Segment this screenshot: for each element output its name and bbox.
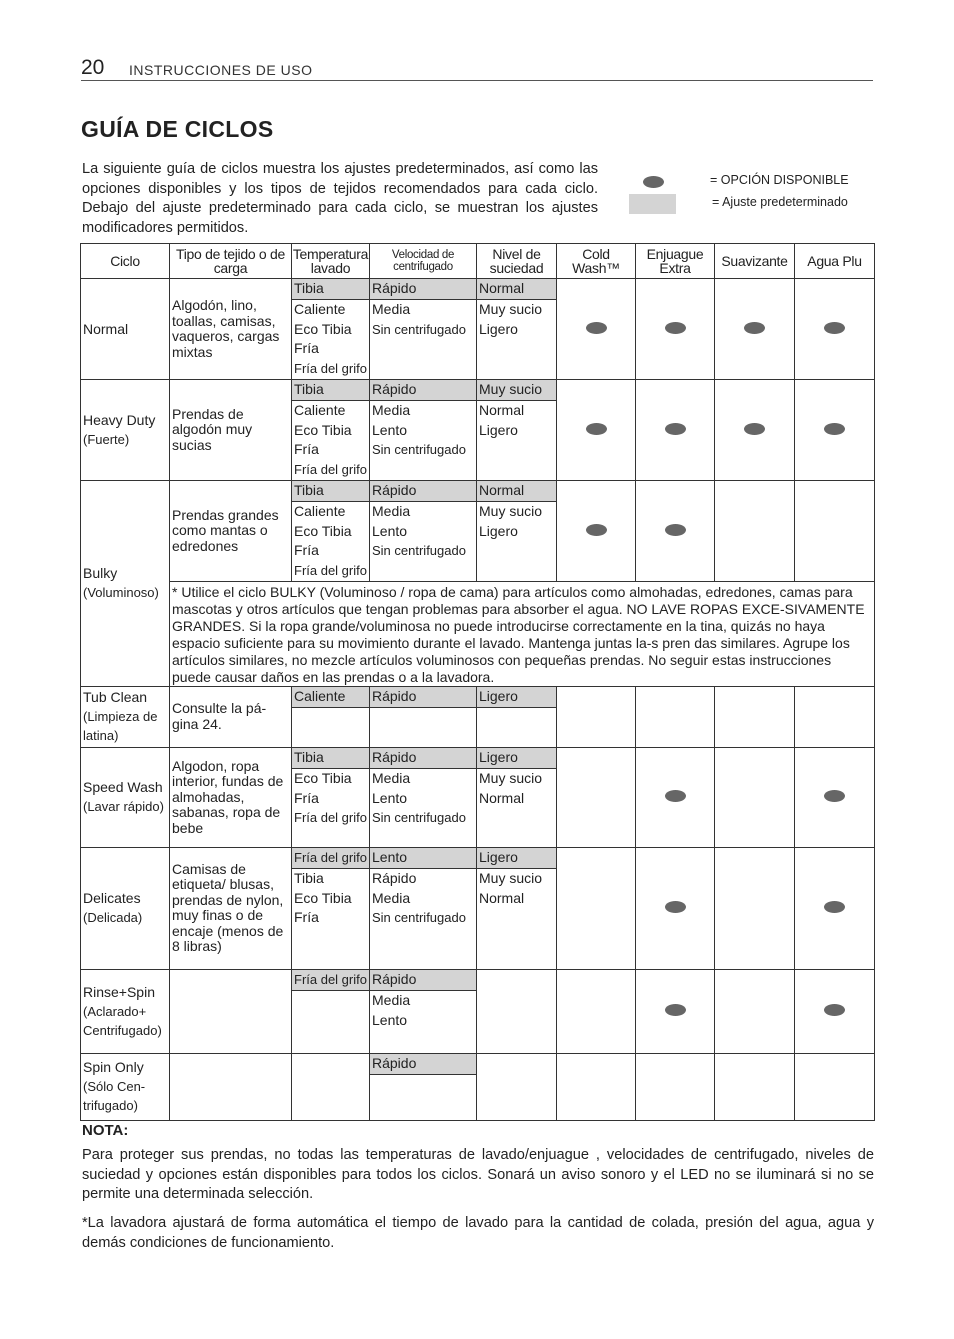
table-body <box>81 279 875 1121</box>
cycle-subtitle: (Delicada) <box>83 910 143 926</box>
soil-option: Normal <box>479 889 525 906</box>
table-row <box>81 847 875 969</box>
cycle-subtitle: (Lavar rápido) <box>83 799 164 815</box>
table-row <box>81 480 875 581</box>
cycle-name-cell <box>81 969 170 1053</box>
soil-option: Ligero <box>479 320 518 337</box>
spin-cell <box>370 279 477 380</box>
temp-default: Fría del grifo <box>292 970 369 991</box>
oval-dot-icon <box>665 901 686 913</box>
soil-cell <box>477 380 557 481</box>
option-cell <box>715 480 795 581</box>
spin-option: Rápido <box>372 869 417 886</box>
temp-option: Fría del grifo <box>294 810 367 826</box>
cycle-name-cell <box>81 686 170 747</box>
option-cell <box>636 480 715 581</box>
temp-option: Fría del grifo <box>294 563 367 579</box>
cycle-name: Heavy Duty <box>83 411 156 428</box>
table-row <box>81 1053 875 1120</box>
header-temperature: Temperatura lavado <box>292 244 370 279</box>
soil-default: Ligero <box>477 748 556 769</box>
option-cell <box>636 686 715 747</box>
spin-option: Sin centrifugado <box>372 321 466 337</box>
cycle-name: Tub Clean <box>83 689 148 706</box>
option-cell <box>636 747 715 847</box>
temp-default: Tibia <box>292 279 369 300</box>
oval-dot-icon <box>665 790 686 802</box>
cycle-guide-table <box>80 243 875 1121</box>
option-cell <box>795 1053 875 1120</box>
spin-cell <box>370 380 477 481</box>
soil-default: Ligero <box>477 687 556 708</box>
cycle-subtitle: (Voluminoso) <box>83 585 159 601</box>
option-cell <box>715 686 795 747</box>
spin-default: Rápido <box>370 687 476 708</box>
soil-option: Muy sucio <box>479 502 543 519</box>
oval-dot-icon <box>824 901 845 913</box>
spin-option: Lento <box>372 421 408 438</box>
spin-option: Lento <box>372 789 408 806</box>
option-cell <box>795 279 875 380</box>
cycle-name-cell <box>81 1053 170 1120</box>
temp-default: Tibia <box>292 748 369 769</box>
spin-option: Media <box>372 889 411 906</box>
soil-option: Muy sucio <box>479 769 543 786</box>
spin-cell <box>370 1053 477 1120</box>
table-row <box>81 969 875 1053</box>
cycle-name: Normal <box>83 320 129 337</box>
option-cell <box>795 480 875 581</box>
temp-cell <box>292 686 370 747</box>
oval-dot-icon <box>824 1004 845 1016</box>
cycle-subtitle: (Aclarado+ Centrifugado) <box>83 1003 162 1038</box>
soil-cell <box>477 480 557 581</box>
option-cell <box>557 847 636 969</box>
spin-option: Lento <box>372 522 408 539</box>
fabric-cell: Camisas de etiqueta/ blusas, prendas de nylon, muy finas o de encaje (menos de 8 libras) <box>170 847 292 969</box>
spin-option: Media <box>372 991 411 1008</box>
spin-default: Lento <box>370 848 476 869</box>
temp-cell <box>292 279 370 380</box>
cycle-subtitle: (Sólo Cen-trifugado) <box>83 1079 146 1114</box>
nota-paragraph-2: *La lavadora ajustará de forma automática el tiempo de lavado para la cantidad de colada, presión del agua, agua y demás condiciones de funcionamiento. <box>82 1215 874 1251</box>
fabric-cell <box>170 1053 292 1120</box>
soil-default: Muy sucio <box>477 380 556 401</box>
oval-dot-icon <box>665 322 686 334</box>
oval-dot-icon <box>643 176 664 188</box>
soil-cell <box>477 969 557 1053</box>
spin-cell <box>370 847 477 969</box>
option-cell <box>557 747 636 847</box>
soil-option: Muy sucio <box>479 300 543 317</box>
oval-dot-icon <box>665 1004 686 1016</box>
cycle-subtitle: (Fuerte) <box>83 431 130 447</box>
oval-dot-icon <box>665 524 686 536</box>
option-cell <box>636 380 715 481</box>
temp-cell <box>292 847 370 969</box>
option-cell <box>636 847 715 969</box>
legend-default-label: = Ajuste predeterminado <box>712 195 848 209</box>
spin-default: Rápido <box>370 380 476 401</box>
fabric-cell: Prendas grandes como mantas o edredones <box>170 480 292 581</box>
fabric-cell: Algodón, lino, toallas, camisas, vaqueros, cargas mixtas <box>170 279 292 380</box>
oval-dot-icon <box>665 423 686 435</box>
soil-option: Normal <box>479 789 525 806</box>
cycle-name-cell <box>81 380 170 481</box>
option-cell <box>636 969 715 1053</box>
option-cell <box>715 279 795 380</box>
soil-cell <box>477 279 557 380</box>
fabric-cell: Prendas de algodón muy sucias <box>170 380 292 481</box>
oval-dot-icon <box>824 322 845 334</box>
table-row <box>81 686 875 747</box>
temp-option: Caliente <box>294 300 346 317</box>
page-title: GUÍA DE CICLOS <box>81 116 274 142</box>
spin-cell <box>370 686 477 747</box>
soil-default: Ligero <box>477 848 556 869</box>
temp-option: Caliente <box>294 401 346 418</box>
soil-option: Normal <box>479 401 525 418</box>
cycle-name: Speed Wash <box>83 779 163 796</box>
soil-cell <box>477 1053 557 1120</box>
header-water-plus: Agua Plu <box>795 244 875 279</box>
option-cell <box>795 847 875 969</box>
temp-cell <box>292 747 370 847</box>
cycle-name: Bulky <box>83 565 118 582</box>
spin-cell <box>370 480 477 581</box>
option-cell <box>795 747 875 847</box>
legend-available-label: = OPCIÓN DISPONIBLE <box>710 173 849 187</box>
option-cell <box>715 847 795 969</box>
temp-option: Eco Tibia <box>294 522 352 539</box>
temp-option: Eco Tibia <box>294 320 352 337</box>
spin-default: Rápido <box>370 481 476 502</box>
spin-default: Rápido <box>370 970 476 991</box>
option-cell <box>557 969 636 1053</box>
spin-option: Sin centrifugado <box>372 910 466 926</box>
oval-dot-icon <box>586 423 607 435</box>
option-cell <box>557 1053 636 1120</box>
temp-default: Caliente <box>292 687 369 708</box>
option-cell <box>557 686 636 747</box>
oval-dot-icon <box>744 423 765 435</box>
page-header <box>81 56 873 81</box>
spin-default: Rápido <box>370 1054 476 1075</box>
option-cell <box>795 969 875 1053</box>
spin-default: Rápido <box>370 748 476 769</box>
header-extra-rinse: Enjuague Extra <box>636 244 715 279</box>
oval-dot-icon <box>586 322 607 334</box>
option-cell <box>557 480 636 581</box>
cycle-name: Spin Only <box>83 1059 144 1076</box>
page-number: 20 <box>81 56 105 79</box>
option-cell <box>636 1053 715 1120</box>
intro-paragraph: La siguiente guía de ciclos muestra los ajustes predeterminados, así como las opciones disponibles y los tipos de tejidos recomendados para cada ciclo. Debajo del ajuste predeterminado para cada ciclo, se muestran los ajustes modificadores permitidos. <box>82 161 598 236</box>
spin-cell <box>370 969 477 1053</box>
soil-default: Normal <box>477 481 556 502</box>
oval-dot-icon <box>824 423 845 435</box>
temp-option: Tibia <box>294 869 324 886</box>
header-fabric: Tipo de tejido o de carga <box>170 244 292 279</box>
nota-paragraph-1: Para proteger sus prendas, no todas las temperaturas de lavado/enjuague , velocidades de centrifugado, niveles de suciedad y opciones están disponibles para todos los ciclos. Sonará un aviso sonoro y el LED no se iluminará si no se permite una determinada selección. <box>82 1147 874 1202</box>
temp-option: Eco Tibia <box>294 421 352 438</box>
header-spin: Velocidad de centrifugado <box>370 244 477 279</box>
cycle-subtitle: (Limpieza de latina) <box>83 709 158 744</box>
cycle-name-cell <box>81 847 170 969</box>
spin-option: Media <box>372 769 411 786</box>
header-cycle: Ciclo <box>81 244 170 279</box>
legend-default <box>628 192 878 214</box>
cycle-name-cell <box>81 480 170 686</box>
spin-option: Lento <box>372 1011 408 1028</box>
soil-default: Normal <box>477 279 556 300</box>
spin-option: Media <box>372 401 411 418</box>
soil-cell <box>477 747 557 847</box>
oval-dot-icon <box>744 322 765 334</box>
option-cell <box>795 686 875 747</box>
temp-option: Caliente <box>294 502 346 519</box>
temp-default: Fría del grifo <box>292 848 369 869</box>
temp-option: Eco Tibia <box>294 889 352 906</box>
spin-option: Media <box>372 300 411 317</box>
oval-dot-icon <box>586 524 607 536</box>
option-cell <box>715 747 795 847</box>
fabric-cell: Consulte la pá-gina 24. <box>170 686 292 747</box>
cycle-name: Rinse+Spin <box>83 983 155 1000</box>
temp-option: Fría <box>294 340 319 357</box>
temp-option: Fría <box>294 789 319 806</box>
soil-option: Muy sucio <box>479 869 543 886</box>
section-title: INSTRUCCIONES DE USO <box>129 62 313 78</box>
spin-option: Sin centrifugado <box>372 442 466 458</box>
spin-option: Sin centrifugado <box>372 543 466 559</box>
soil-cell <box>477 686 557 747</box>
option-cell <box>715 1053 795 1120</box>
temp-option: Fría del grifo <box>294 361 367 377</box>
temp-cell <box>292 969 370 1053</box>
table-row <box>81 747 875 847</box>
header-soil: Nivel de suciedad <box>477 244 557 279</box>
spin-default: Rápido <box>370 279 476 300</box>
option-cell <box>557 279 636 380</box>
temp-option: Eco Tibia <box>294 769 352 786</box>
temp-default: Tibia <box>292 481 369 502</box>
spin-cell <box>370 747 477 847</box>
temp-option: Fría del grifo <box>294 462 367 478</box>
temp-option: Fría <box>294 909 319 926</box>
soil-cell <box>477 847 557 969</box>
cycle-name-cell <box>81 279 170 380</box>
legend-available <box>628 170 878 192</box>
temp-default: Tibia <box>292 380 369 401</box>
legend <box>628 170 878 220</box>
oval-dot-icon <box>824 790 845 802</box>
fabric-cell <box>170 969 292 1053</box>
option-cell <box>715 969 795 1053</box>
temp-cell <box>292 480 370 581</box>
temp-cell <box>292 380 370 481</box>
spin-option: Sin centrifugado <box>372 810 466 826</box>
cycle-name: Delicates <box>83 890 141 907</box>
nota-title: NOTA: <box>82 1122 129 1139</box>
temp-cell <box>292 1053 370 1120</box>
table-header-row <box>81 244 875 279</box>
temp-option: Fría <box>294 441 319 458</box>
table-note-row <box>81 581 875 686</box>
soil-option: Ligero <box>479 421 518 438</box>
bulky-note: * Utilice el ciclo BULKY (Voluminoso / ropa de cama) para artículos como almohadas, edredones, camas para mascotas y otros artículos que tengan problemas para absorber el agua. NO LAVE ROPAS EXCE-SIVAMENTE GRANDES. Si la ropa grande/voluminosa no puede introducirse correctamente en la tina, quizás no haya espacio suficiente para su movimiento durante el lavado. Mantenga juntas la-s pren das similares. Agrupe los artículos similares, no mezcle artículos voluminosos con pequeñas prendas. No seguir estas instrucciones puede causar daños en las prendas o a la lavadora. <box>170 581 875 686</box>
header-cold-wash: Cold Wash™ <box>557 244 636 279</box>
temp-option: Fría <box>294 542 319 559</box>
option-cell <box>557 380 636 481</box>
fabric-cell: Algodon, ropa interior, fundas de almohadas, sabanas, ropa de bebe <box>170 747 292 847</box>
spin-option: Media <box>372 502 411 519</box>
option-cell <box>715 380 795 481</box>
soil-option: Ligero <box>479 522 518 539</box>
cycle-name-cell <box>81 747 170 847</box>
table-row <box>81 279 875 380</box>
option-cell <box>636 279 715 380</box>
gray-swatch-icon <box>629 194 676 214</box>
option-cell <box>795 380 875 481</box>
table-row <box>81 380 875 481</box>
header-softener: Suavizante <box>715 244 795 279</box>
